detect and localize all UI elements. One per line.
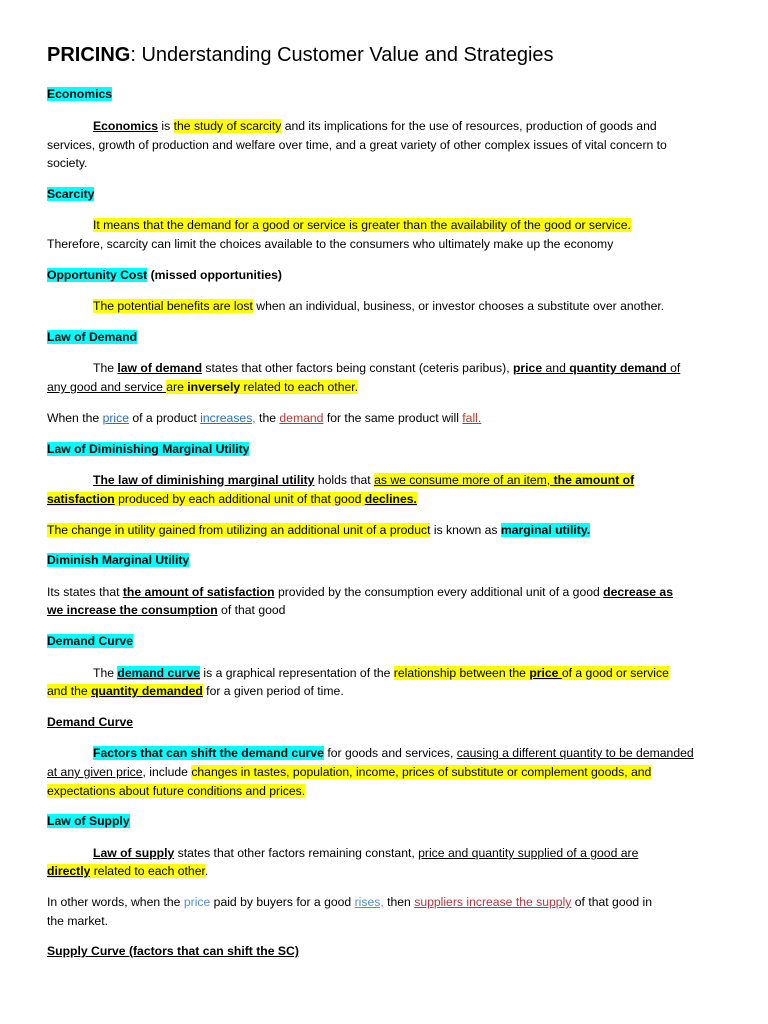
demand-line-3: When the price of a product increases, the demand for the same product will fall. [47,411,482,425]
heading-economics: Economics [47,87,113,101]
document-title [47,44,554,67]
heading-law-of-supply: Law of Supply [47,814,130,828]
supply-line-3: In other words, when the price paid by buyers for a good rises, then suppliers increase the supply of that good in [47,895,653,909]
dmu-line-1: Its states that the amount of satisfaction provided by the consumption every additional unit of a good decrease as [47,585,673,599]
heading-demand-curve: Demand Curve [47,634,134,648]
demand-line-1: The law of demand states that other factors being constant (ceteris paribus), price and quantity demand of [93,361,681,375]
dc-line-2: and the quantity demanded for a given period of time. [47,684,344,698]
title-bold: PRICING [47,44,131,66]
heading-supply-curve: Supply Curve (factors that can shift the SC) [47,944,299,958]
demand-line-2: any good and service are inversely related to each other. [47,380,359,394]
economics-line-1: Economics is the study of scarcity and its implications for the use of resources, production of goods and [93,119,657,133]
scarcity-line-2: Therefore, scarcity can limit the choices available to the consumers who ultimately make up the economy [47,237,614,251]
title-rest: : Understanding Customer Value and Strategies [130,44,554,66]
dc2-line-2: at any given price, include changes in tastes, population, income, prices of substitute or complement goods, and [47,765,652,779]
heading-scarcity: Scarcity [47,187,95,201]
dmu-line-2: we increase the consumption of that good [47,603,286,617]
supply-line-2: directly related to each other. [47,864,209,878]
dc-line-1: The demand curve is a graphical representation of the relationship between the price of a good or service [93,666,669,680]
ldmu-line-3: The change in utility gained from utilizing an additional unit of a product is known as marginal utility. [47,523,591,537]
supply-line-4: the market. [47,914,108,928]
economics-line-3: society. [47,156,88,170]
dc2-line-3: expectations about future conditions and prices. [47,784,306,798]
opportunity-line-1: The potential benefits are lost when an individual, business, or investor chooses a substitute over another. [93,299,665,313]
ldmu-line-1: The law of diminishing marginal utility holds that as we consume more of an item, the amount of [93,473,635,487]
ldmu-line-2: satisfaction produced by each additional unit of that good declines. [47,492,417,506]
heading-law-diminishing-utility: Law of Diminishing Marginal Utility [47,442,250,456]
heading-law-of-demand: Law of Demand [47,330,138,344]
scarcity-line-1: It means that the demand for a good or service is greater than the availability of the good or service. [93,218,631,232]
economics-line-2: services, growth of production and welfare over time, and a great variety of other complex issues of vital concern to [47,138,667,152]
supply-line-1: Law of supply states that other factors remaining constant, price and quantity supplied of a good are [93,846,639,860]
heading-opportunity-cost: Opportunity Cost (missed opportunities) [47,268,282,282]
heading-diminish-marginal-utility: Diminish Marginal Utility [47,553,190,567]
dc2-line-1: Factors that can shift the demand curve for goods and services, causing a different quantity to be demanded [93,746,694,760]
heading-demand-curve-2: Demand Curve [47,715,134,729]
